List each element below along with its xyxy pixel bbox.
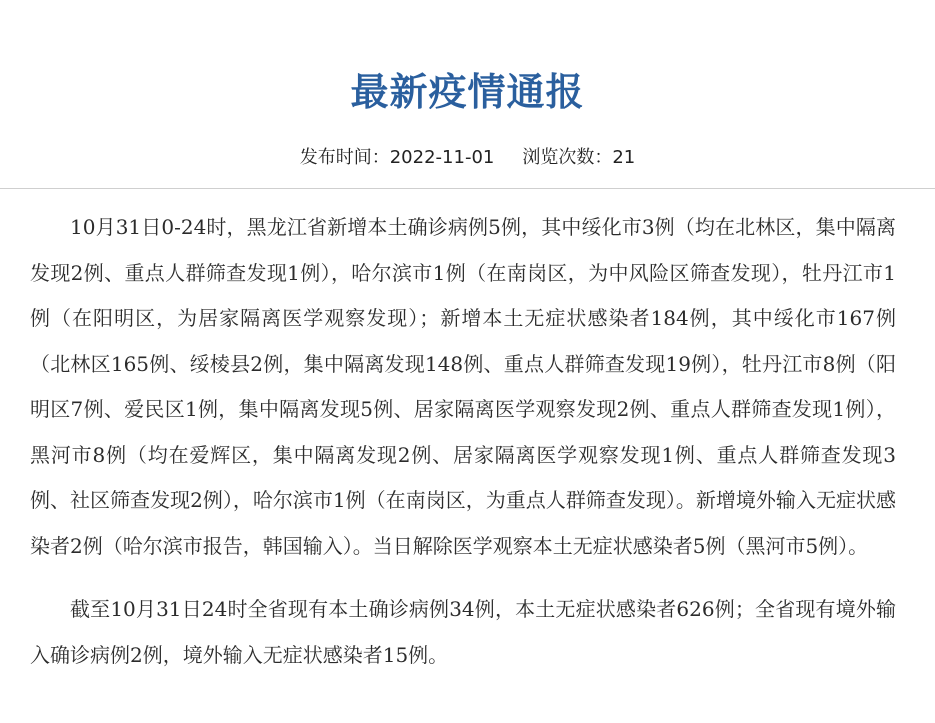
publish-time-label: 发布时间： bbox=[299, 147, 390, 168]
view-count-label: 浏览次数： bbox=[522, 147, 613, 168]
article-body bbox=[30, 205, 896, 678]
view-count: 21 bbox=[612, 147, 636, 168]
article-header bbox=[0, 0, 935, 189]
article-paragraph-2: 截至10月31日24时全省现有本土确诊病例34例，本土无症状感染者626例；全省现有境外输入确诊病例2例，境外输入无症状感染者15例。 bbox=[30, 597, 896, 667]
article-meta bbox=[0, 144, 935, 172]
publish-date: 2022-11-01 bbox=[389, 147, 495, 168]
article-paragraph-1: 10月31日0-24时，黑龙江省新增本土确诊病例5例，其中绥化市3例（均在北林区，集中隔离发现2例、重点人群筛查发现1例），哈尔滨市1例（在南岗区，为中风险区筛查发现），牡丹江市1例（在阳明区，为居家隔离医学观察发现）；新增本土无症状感染者184例，其中绥化市167例（北林区165例、绥棱县2例，集中隔离发现148例、重点人群筛查发现19例），牡丹江市8例（阳明区7例、爱民区1例，集中隔离发现5例、居家隔离医学观察发现2例、重点人群筛查发现1例），黑河市8例（均在爱辉区，集中隔离发现2例、居家隔离医学观察发现1例、重点人群筛查发现3例、社区筛查发现2例），哈尔滨市1例（在南岗区，为重点人群筛查发现）。新增境外输入无症状感染者2例（哈尔滨市报告，韩国输入）。当日解除医学观察本土无症状感染者5例（黑河市5例）。 bbox=[30, 215, 896, 558]
page-title: 最新疫情通报 bbox=[350, 70, 585, 114]
